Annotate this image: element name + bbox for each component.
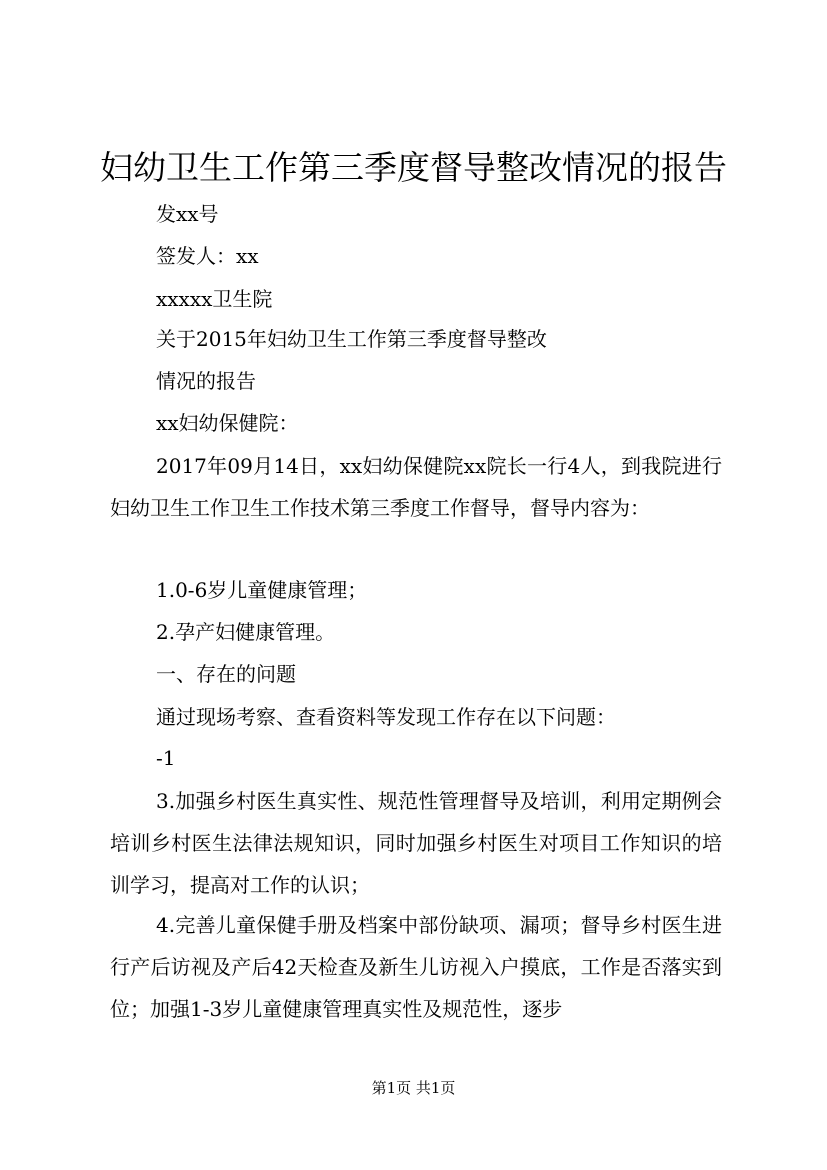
list-item-4: 4.完善儿童保健手册及档案中部份缺项、漏项；督导乡村医生进行产后访视及产后42天检查及新生儿访视入户摸底，工作是否落实到位；加强1-3岁儿童健康管理真实性及规范性，逐步	[110, 913, 722, 1021]
page-marker: -1	[156, 746, 176, 770]
document-title: 妇幼卫生工作第三季度督导整改情况的报告	[100, 148, 727, 187]
list-item-3: 3.加强乡村医生真实性、规范性管理督导及培训，利用定期例会培训乡村医生法律法规知识，同时加强乡村医生对项目工作知识的培训学习，提高对工作的认识；	[110, 789, 722, 897]
findings-intro: 通过现场考察、查看资料等发现工作存在以下问题：	[156, 705, 616, 729]
list-item-1: 1.0-6岁儿童健康管理；	[156, 578, 368, 602]
subject-line-2: 情况的报告	[156, 369, 256, 393]
recipient-line: xx妇幼保健院：	[156, 411, 299, 435]
list-item-2: 2.孕产妇健康管理。	[156, 620, 336, 644]
intro-paragraph: 2017年09月14日，xx妇幼保健院xx院长一行4人，到我院进行妇幼卫生工作卫生工作技术第三季度工作督导，督导内容为：	[110, 454, 722, 520]
doc-number: 发xx号	[156, 202, 219, 226]
subject-line-1: 关于2015年妇幼卫生工作第三季度督导整改	[156, 327, 547, 351]
page-footer: 第1页 共1页	[371, 1079, 456, 1097]
section-heading-problems: 一、存在的问题	[156, 662, 296, 686]
signer-line: 签发人：xx	[156, 244, 259, 268]
issuer-line: xxxxx卫生院	[156, 287, 273, 311]
